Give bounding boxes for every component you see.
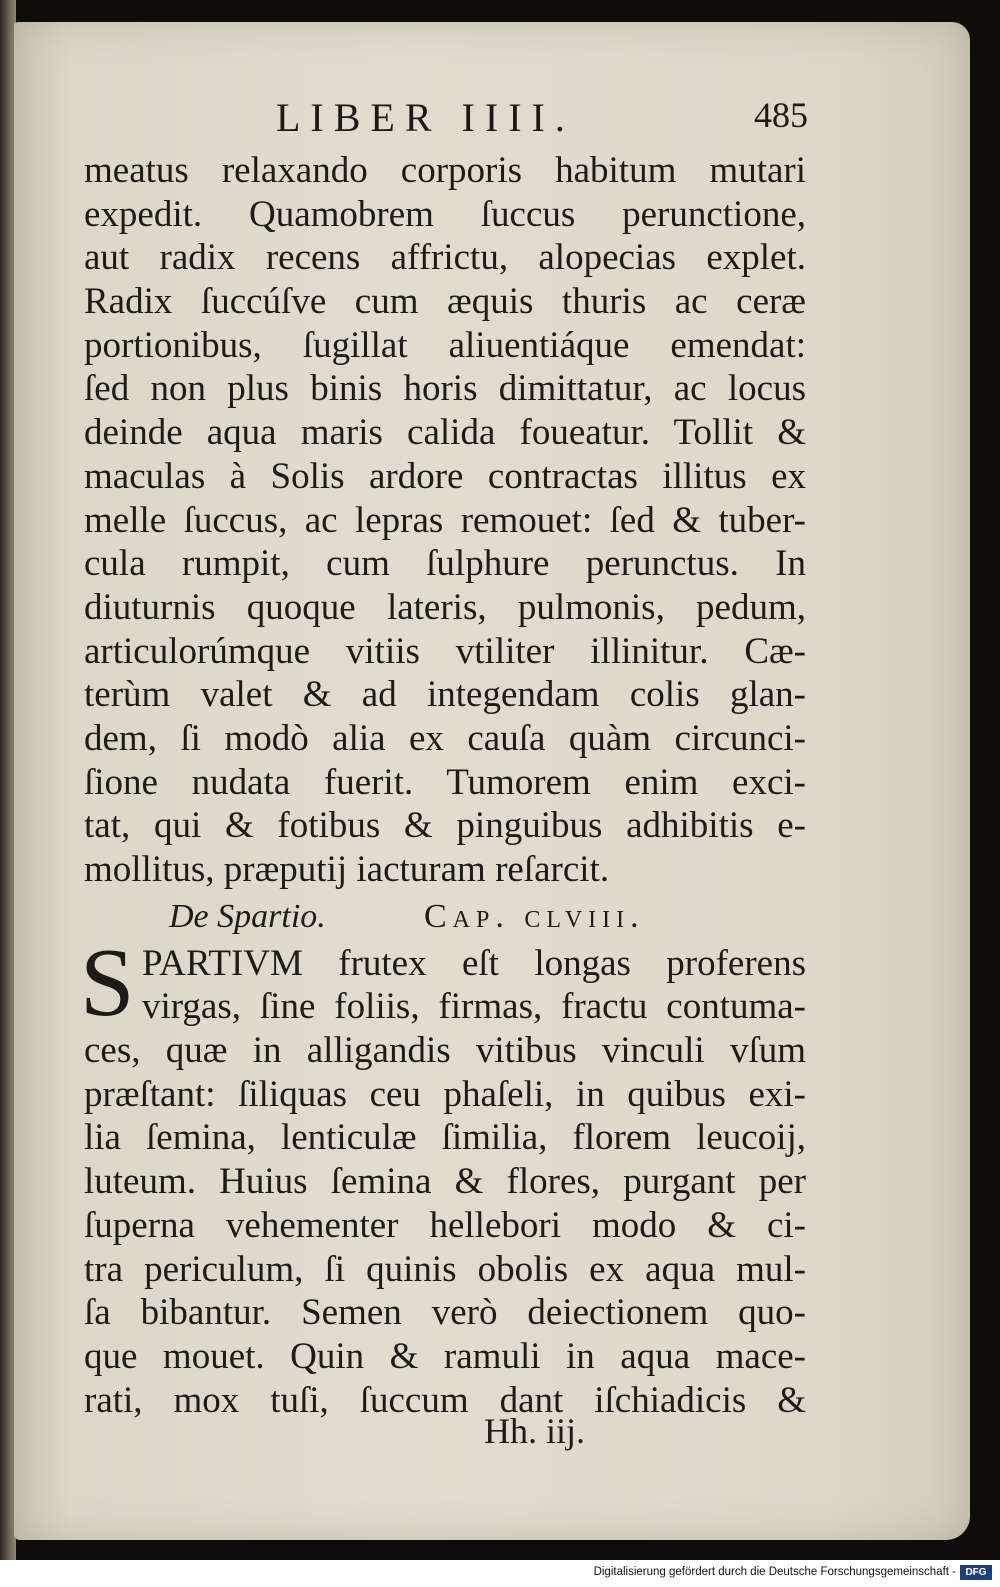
text-line: meatus relaxando corporis habitum mutari xyxy=(84,150,806,191)
text-line: cula rumpit, cum ſulphure perunctus. In xyxy=(84,543,806,585)
text-line: expedit. Quamobrem ſuccus perunctione, xyxy=(84,193,806,235)
text-line: mollitus, præputij iacturam reſarcit. xyxy=(84,849,610,890)
text-line: tat, qui & fotibus & pinguibus adhibitis e- xyxy=(84,805,806,847)
text-line: dem, ſi modò alia ex cauſa quàm circunci- xyxy=(84,717,806,759)
running-title: LIBER IIII. xyxy=(276,95,575,140)
section-title: De Spartio. xyxy=(169,897,326,935)
text-line: que mouet. Quin & ramuli in aqua mace- xyxy=(84,1335,806,1377)
text-line: terùm valet & ad integendam colis glan- xyxy=(84,674,806,716)
paragraph-1 xyxy=(84,149,806,892)
text-line: ces, quæ in alligandis vitibus vinculi vſum xyxy=(84,1030,806,1072)
page-header xyxy=(14,94,970,144)
text-line: ſione nudata fuerit. Tumorem enim exci- xyxy=(84,761,806,803)
text-line: Radix ſuccúſve cum æquis thuris ac ceræ xyxy=(84,281,806,323)
page-body xyxy=(80,149,806,1422)
chapter-number: Cap. clviii. xyxy=(424,897,645,935)
page-number: 485 xyxy=(754,95,808,135)
text-line: ſa bibantur. Semen verò deiectionem quo- xyxy=(84,1292,806,1334)
chapter-heading xyxy=(84,892,806,942)
text-line: PARTIVM frutex eſt longas proferens xyxy=(142,942,806,984)
text-line: articulorúmque vitiis vtiliter illinitur. Cæ- xyxy=(84,630,806,672)
text-line: præſtant: ſiliquas ceu phaſeli, in quibus exi- xyxy=(84,1073,806,1115)
funding-credit: Digitalisierung gefördert durch die Deutsche Forschungsgemeinschaft - xyxy=(593,1566,956,1578)
text-line: melle ſuccus, ac lepras remouet: ſed & tuber- xyxy=(84,499,806,541)
text-line: virgas, ſine foliis, firmas, fractu contuma- xyxy=(142,986,806,1028)
paragraph-2 xyxy=(80,928,806,1423)
footer-bar xyxy=(0,1560,1000,1587)
text-line: aut radix recens affrictu, alopecias explet. xyxy=(84,237,806,279)
text-line: deinde aqua maris calida foueatur. Tollit & xyxy=(84,412,806,454)
text-line: ſuperna vehementer hellebori modo & ci- xyxy=(84,1204,806,1246)
text-line: portionibus, ſugillat aliuentiáque emendat: xyxy=(84,324,806,366)
text-line: diuturnis quoque lateris, pulmonis, pedum, xyxy=(84,586,806,628)
text-line: lia ſemina, lenticulæ ſimilia, florem leucoij, xyxy=(84,1117,806,1159)
text-line: ſed non plus binis horis dimittatur, ac locus xyxy=(84,368,806,410)
catchword: Hh. iij. xyxy=(484,1411,586,1451)
text-line: maculas à Solis ardore contractas illitus ex xyxy=(84,455,806,497)
text-line: tra periculum, ſi quinis obolis ex aqua mul- xyxy=(84,1248,806,1290)
book-page xyxy=(14,22,970,1540)
dfg-logo: DFG xyxy=(960,1565,992,1580)
drop-capital: S xyxy=(80,928,135,1037)
text-line: luteum. Huius ſemina & flores, purgant per xyxy=(84,1161,806,1203)
text-line: rati, mox tuſi, ſuccum dant iſchiadicis & xyxy=(84,1379,806,1421)
